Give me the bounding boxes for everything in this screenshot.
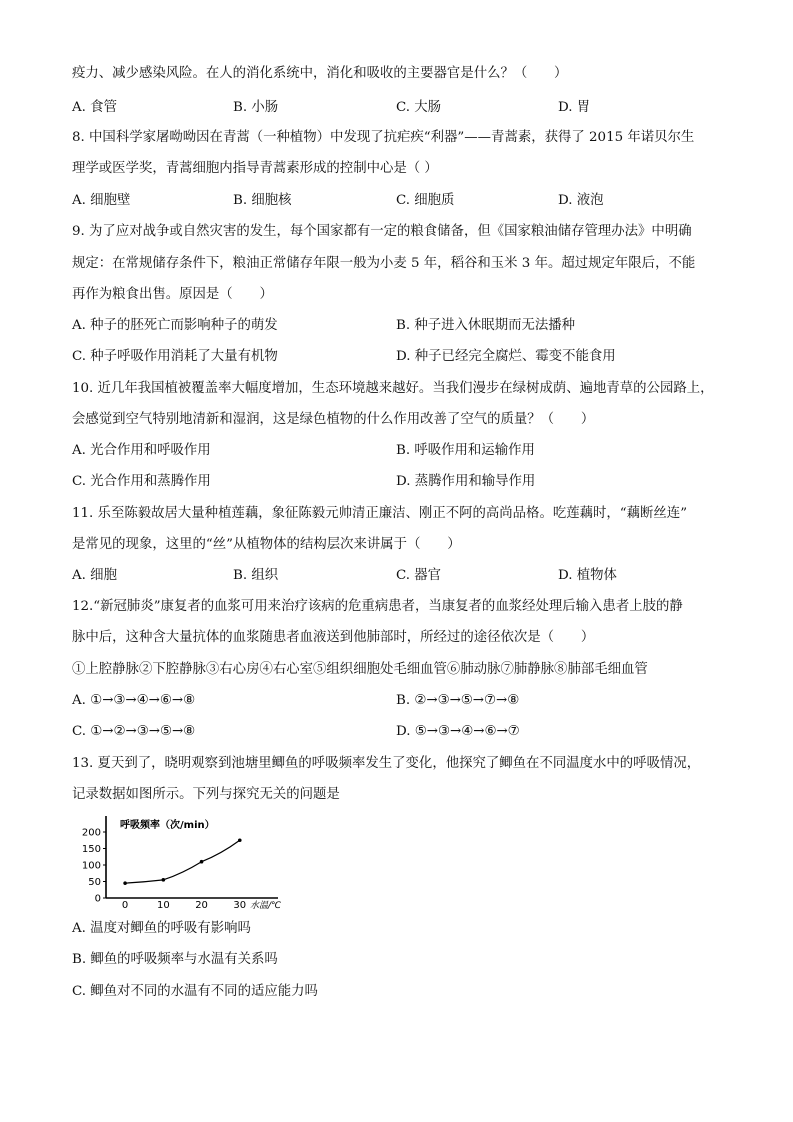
x-tick-label: 20	[195, 900, 208, 911]
q13-option-b[interactable]: B. 鲫鱼的呼吸频率与水温有关系吗	[72, 952, 278, 967]
q12-option-d[interactable]: D. ⑤→③→④→⑥→⑦	[396, 724, 520, 739]
q9-option-d[interactable]: D. 种子已经完全腐烂、霉变不能食用	[396, 349, 616, 364]
x-tick-label: 0	[121, 900, 129, 911]
q7-option-b[interactable]: B. 小肠	[233, 100, 279, 115]
y-tick-label: 150	[81, 844, 101, 855]
q8-stem-line1: 8. 中国科学家屠呦呦因在青蒿（一种植物）中发现了抗疟疾“利器”——青蒿素，获得了 2015 年诺贝尔生	[72, 130, 695, 145]
y-axis-label: 呼吸频率（次/min）	[120, 820, 215, 831]
q9-option-b[interactable]: B. 种子进入休眠期而无法播种	[396, 318, 576, 333]
data-point	[238, 838, 242, 842]
q10-stem-line2: 会感觉到空气特别地清新和湿润，这是绿色植物的什么作用改善了空气的质量？（ ）	[72, 412, 595, 427]
q9-stem-line1: 9. 为了应对战争或自然灾害的发生，每个国家都有一定的粮食储备，但《国家粮油储存管理办法》中明确	[72, 224, 692, 239]
respiration-rate-chart	[80, 812, 290, 912]
q7-stem: 疫力、减少感染风险。在人的消化系统中，消化和吸收的主要器官是什么？（ ）	[72, 66, 568, 81]
q13-option-c[interactable]: C. 鲫鱼对不同的水温有不同的适应能力吗	[72, 984, 318, 999]
y-tick-label: 200	[81, 827, 101, 839]
data-point	[200, 860, 204, 864]
q10-stem-line1: 10. 近几年我国植被覆盖率大幅度增加，生态环境越来越好。当我们漫步在绿树成荫、遍地青草的公园路上，	[72, 381, 714, 396]
q12-items: ①上腔静脉②下腔静脉③右心房④右心室⑤组织细胞处毛细血管⑥肺动脉⑦肺静脉⑧肺部毛细血管	[72, 662, 648, 677]
q7-option-a[interactable]: A. 食管	[72, 100, 117, 115]
q11-option-c[interactable]: C. 器官	[396, 568, 442, 583]
data-point	[123, 881, 127, 885]
x-ticks	[122, 900, 246, 911]
q12-option-c[interactable]: C. ①→②→③→⑤→⑧	[72, 724, 196, 739]
q9-stem-line3: 再作为粮食出售。原因是（ ）	[72, 287, 273, 302]
y-tick-label: 0	[94, 893, 101, 905]
q13-stem-line1: 13. 夏天到了，晓明观察到池塘里鲫鱼的呼吸频率发生了变化，他探究了鲫鱼在不同温度水中的呼吸情况，	[72, 756, 701, 771]
q13-stem-line2: 记录数据如图所示。下列与探究无关的问题是	[72, 787, 340, 802]
x-tick-label: 10	[156, 900, 170, 911]
q8-option-d[interactable]: D. 液泡	[558, 193, 604, 208]
q11-stem-line1: 11. 乐至陈毅故居大量种植莲藕，象征陈毅元帅清正廉洁、刚正不阿的高尚品格。吃莲藕时，“藕断丝连”	[72, 506, 688, 521]
q11-option-d[interactable]: D. 植物体	[558, 568, 617, 583]
q12-option-b[interactable]: B. ②→③→⑤→⑦→⑧	[396, 693, 520, 708]
q8-option-a[interactable]: A. 细胞壁	[72, 193, 131, 208]
q12-option-a[interactable]: A. ①→③→④→⑥→⑧	[72, 693, 196, 708]
q8-option-c[interactable]: C. 细胞质	[396, 193, 455, 208]
q12-stem-line1: 12.“新冠肺炎”康复者的血浆可用来治疗该病的危重病患者，当康复者的血浆经处理后输入患者上肢的静	[72, 599, 683, 614]
q11-stem-line2: 是常见的现象，这里的“丝”从植物体的结构层次来讲属于（ ）	[72, 537, 461, 552]
series	[123, 838, 241, 885]
q11-option-b[interactable]: B. 组织	[233, 568, 279, 583]
y-ticks	[82, 828, 106, 905]
q11-option-a[interactable]: A. 细胞	[72, 568, 117, 583]
y-tick-label: 100	[81, 860, 101, 872]
x-axis-label: 水温/℃	[250, 901, 282, 911]
q10-option-c[interactable]: C. 光合作用和蒸腾作用	[72, 474, 211, 489]
q13-option-a[interactable]: A. 温度对鲫鱼的呼吸有影响吗	[72, 921, 251, 936]
y-tick-label: 50	[88, 877, 101, 888]
data-point	[162, 878, 166, 882]
q9-option-a[interactable]: A. 种子的胚死亡而影响种子的萌发	[72, 318, 278, 333]
q10-option-d[interactable]: D. 蒸腾作用和输导作用	[396, 474, 536, 489]
q9-stem-line2: 规定：在常规储存条件下，粮油正常储存年限一般为小麦 5 年，稻谷和玉米 3 年。超过规定年限后，不能	[72, 256, 696, 271]
q10-option-b[interactable]: B. 呼吸作用和运输作用	[396, 443, 535, 458]
q10-option-a[interactable]: A. 光合作用和呼吸作用	[72, 443, 211, 458]
x-tick-label: 30	[233, 900, 247, 911]
q9-option-c[interactable]: C. 种子呼吸作用消耗了大量有机物	[72, 349, 278, 364]
q7-option-d[interactable]: D. 胃	[558, 100, 591, 115]
q8-option-b[interactable]: B. 细胞核	[233, 193, 292, 208]
q7-option-c[interactable]: C. 大肠	[396, 100, 442, 115]
q8-stem-line2: 理学或医学奖，青蒿细胞内指导青蒿素形成的控制中心是（ ）	[72, 161, 438, 176]
series-line	[125, 840, 240, 883]
q12-stem-line2: 脉中后，这种含大量抗体的血浆随患者血液送到他肺部时，所经过的途径依次是（ ）	[72, 630, 595, 645]
